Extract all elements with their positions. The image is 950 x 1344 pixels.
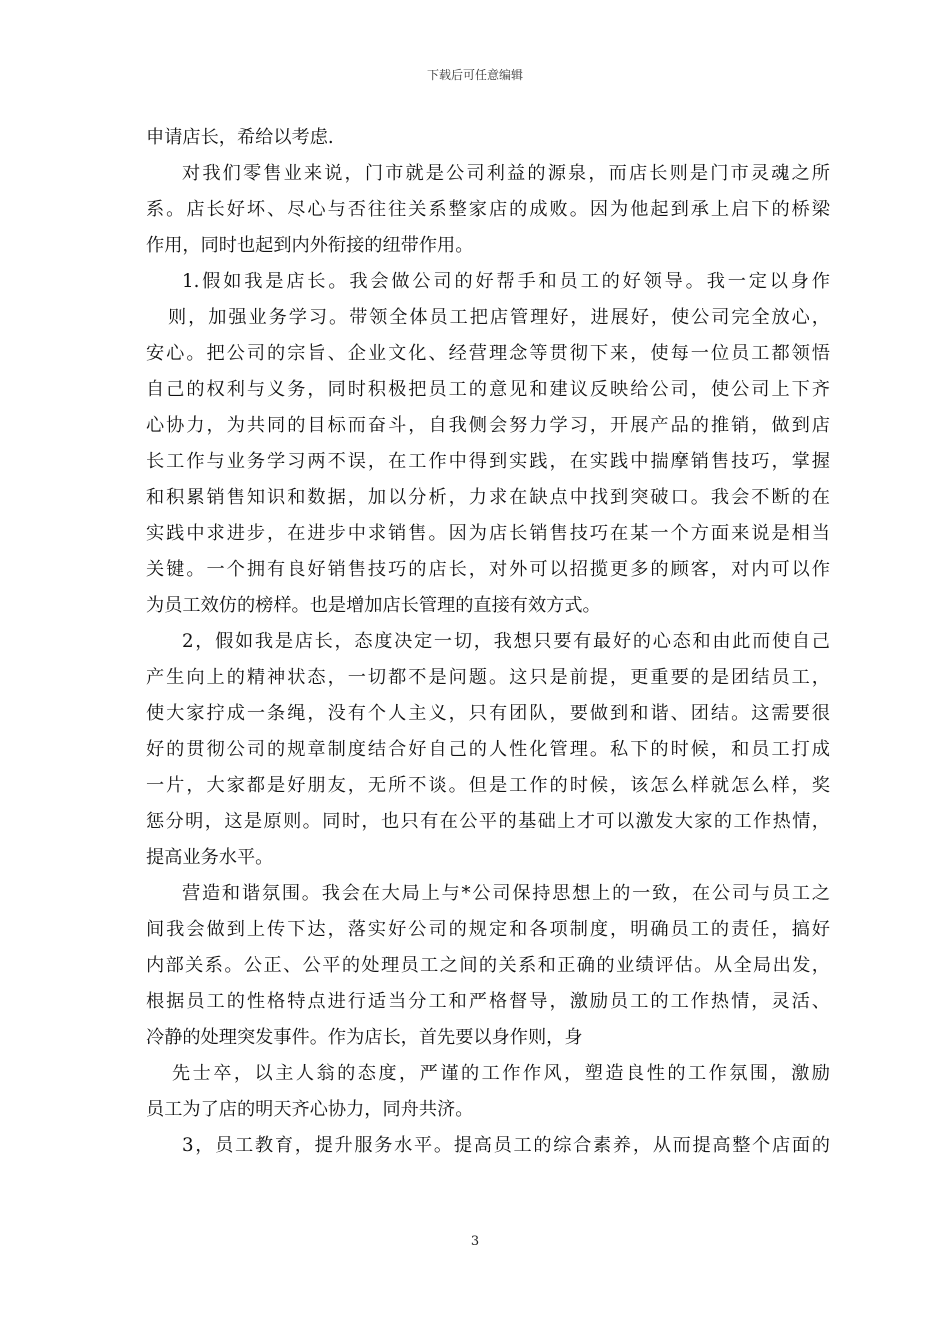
text-line: 使大家拧成一条绳，没有个人主义，只有团队，要做到和谐、团结。这需要很 xyxy=(146,703,830,724)
text-line: 一片，大家都是好朋友，无所不谈。但是工作的时候，该怎么样就怎么样，奖 xyxy=(146,775,830,796)
text-line: 为员工效仿的榜样。也是增加店长管理的直接有效方式。 xyxy=(146,595,601,616)
text-line: 申请店长，希给以考虑. xyxy=(146,127,334,148)
page-header: 下载后可任意编辑 xyxy=(426,68,523,82)
text-line: 产生向上的精神状态，一切都不是问题。这只是前提，更重要的是团结员工， xyxy=(146,667,830,688)
text-line: 安心。把公司的宗旨、企业文化、经营理念等贯彻下来，使每一位员工都领悟 xyxy=(146,343,830,364)
text-line: 间我会做到上传下达，落实好公司的规定和各项制度，明确员工的责任，搞好 xyxy=(146,919,830,940)
text-line: 内部关系。公正、公平的处理员工之间的关系和正确的业绩评估。从全局出发， xyxy=(146,955,830,976)
paragraph-first-line: 对我们零售业来说，门市就是公司利益的源泉，而店长则是门市灵魂之所 xyxy=(182,163,830,184)
text-line: 冷静的处理突发事件。作为店长，首先要以身作则，身 xyxy=(146,1027,583,1048)
text-line: 心协力，为共同的目标而奋斗，自我侧会努力学习，开展产品的推销，做到店 xyxy=(146,415,830,436)
text-line: 好的贯彻公司的规章制度结合好自己的人性化管理。私下的时候，和员工打成 xyxy=(146,739,830,760)
text-line: 提高业务水平。 xyxy=(146,847,274,868)
text-line: 实践中求进步，在进步中求销售。因为店长销售技巧在某一个方面来说是相当 xyxy=(146,523,830,544)
paragraph-first-line: 3，员工教育，提升服务水平。提高员工的综合素养，从而提高整个店面的 xyxy=(182,1135,830,1156)
paragraph-first-line: 2，假如我是店长，态度决定一切，我想只要有最好的心态和由此而使自己 xyxy=(182,631,830,652)
text-line: 根据员工的性格特点进行适当分工和严格督导，激励员工的工作热情，灵活、 xyxy=(146,991,830,1012)
text-line: 则，加强业务学习。带领全体员工把店管理好，进展好，使公司完全放心， xyxy=(168,307,830,328)
text-line: 员工为了店的明天齐心协力，同舟共济。 xyxy=(146,1099,474,1120)
text-line: 惩分明，这是原则。同时，也只有在公平的基础上才可以激发大家的工作热情， xyxy=(146,811,830,832)
document-body xyxy=(146,120,830,1164)
paragraph-first-line: 先士卒，以主人翁的态度，严谨的工作作风，塑造良性的工作氛围，激励 xyxy=(172,1063,830,1084)
text-line: 关键。一个拥有良好销售技巧的店长，对外可以招揽更多的顾客，对内可以作 xyxy=(146,559,830,580)
page-number: 3 xyxy=(470,1234,480,1249)
text-line: 自己的权利与义务，同时积极把员工的意见和建议反映给公司，使公司上下齐 xyxy=(146,379,830,400)
text-line: 系。店长好坏、尽心与否往往关系整家店的成败。因为他起到承上启下的桥梁 xyxy=(146,199,830,220)
paragraph-first-line: 营造和谐氛围。我会在大局上与*公司保持思想上的一致，在公司与员工之 xyxy=(182,883,830,904)
text-line: 和积累销售知识和数据，加以分析，力求在缺点中找到突破口。我会不断的在 xyxy=(146,487,830,508)
paragraph-first-line: 1.假如我是店长。我会做公司的好帮手和员工的好领导。我一定以身作 xyxy=(182,271,830,292)
text-line: 作用，同时也起到内外衔接的纽带作用。 xyxy=(146,235,474,256)
text-line: 长工作与业务学习两不误，在工作中得到实践，在实践中揣摩销售技巧，掌握 xyxy=(146,451,830,472)
